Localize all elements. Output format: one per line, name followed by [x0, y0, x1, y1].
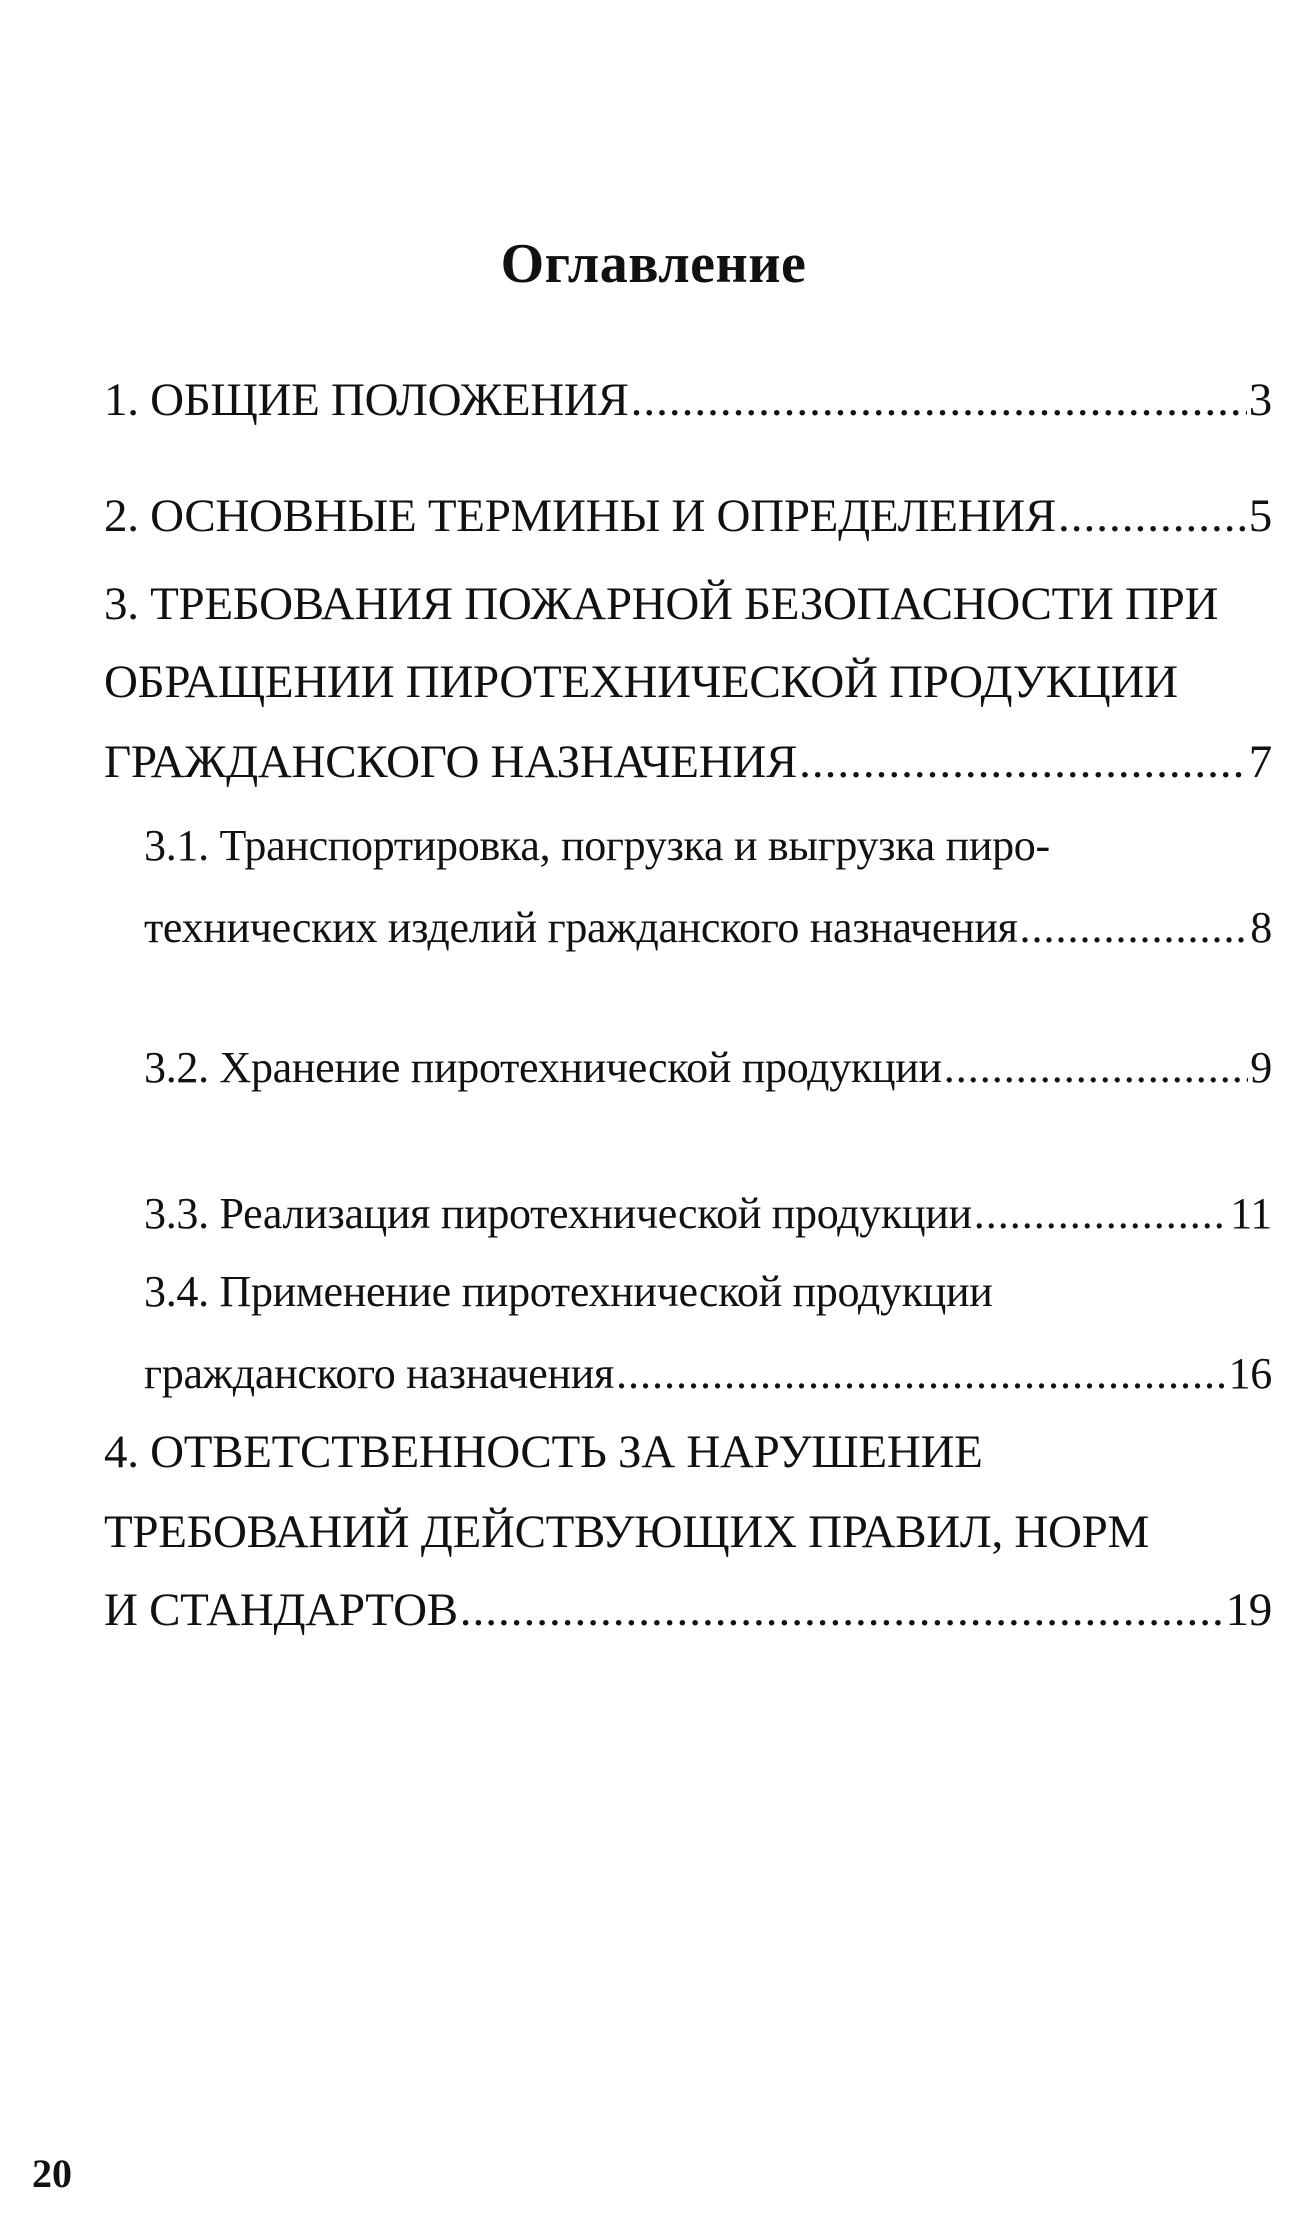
leader-dots — [1020, 900, 1249, 956]
toc-entry-text: 3.3. Реализация пиротехнической продукции — [144, 1189, 972, 1238]
toc-entry-text: ТРЕБОВАНИЙ ДЕЙСТВУЮЩИХ ПРАВИЛ, НОРМ — [104, 1506, 1150, 1558]
toc-page-number: 19 — [1225, 1584, 1272, 1636]
toc-entry-3-4-line-2 — [144, 1346, 1272, 1402]
leader-dots — [631, 372, 1247, 428]
toc-entry-text: 3.2. Хранение пиротехнической продукции — [144, 1043, 942, 1092]
toc-page-number: 9 — [1250, 1043, 1272, 1092]
toc-entry-3-line-1 — [104, 576, 1272, 632]
leader-dots — [460, 1582, 1224, 1638]
toc-entry-text: ГРАЖДАНСКОГО НАЗНАЧЕНИЯ — [104, 736, 798, 788]
leader-dots — [799, 734, 1247, 790]
toc-entry-text: технических изделий гражданского назначения — [144, 903, 1018, 952]
toc-entry-text: 3.1. Транспортировка, погрузка и выгрузка пиро- — [144, 821, 1050, 870]
toc-entry-3-4-line-1 — [144, 1264, 1272, 1320]
toc-entry-text: ОБРАЩЕНИИ ПИРОТЕХНИЧЕСКОЙ ПРОДУКЦИИ — [104, 656, 1178, 708]
leader-dots — [944, 1040, 1249, 1096]
leader-dots — [974, 1186, 1228, 1242]
toc-entry-text: 3. ТРЕБОВАНИЯ ПОЖАРНОЙ БЕЗОПАСНОСТИ ПРИ — [104, 578, 1219, 630]
toc-entry-text: 1. ОБЩИЕ ПОЛОЖЕНИЯ — [104, 374, 629, 426]
toc-entry-1 — [104, 372, 1272, 428]
toc-page-number: 8 — [1250, 903, 1272, 952]
toc-entry-2 — [104, 488, 1272, 544]
toc-entry-3-line-3 — [104, 734, 1272, 790]
toc-entry-text: гражданского назначения — [144, 1349, 614, 1398]
toc-entry-3-1-line-2 — [144, 900, 1272, 956]
toc-page-number: 5 — [1248, 490, 1272, 542]
toc-entry-3-1-line-1 — [144, 818, 1272, 874]
toc-page-number: 3 — [1248, 374, 1272, 426]
toc-entry-text: И СТАНДАРТОВ — [104, 1584, 458, 1636]
toc-entry-4-line-1 — [104, 1424, 1272, 1480]
toc-entry-3-2 — [144, 1040, 1272, 1096]
toc-entry-3-3 — [144, 1186, 1272, 1242]
toc-entry-text: 4. ОТВЕТСТВЕННОСТЬ ЗА НАРУШЕНИЕ — [104, 1426, 983, 1478]
toc-entry-3-line-2 — [104, 654, 1272, 710]
leader-dots — [616, 1346, 1227, 1402]
toc-entry-4-line-2 — [104, 1504, 1272, 1560]
toc-entry-text: 3.4. Применение пиротехнической продукции — [144, 1267, 993, 1316]
toc-page-number: 11 — [1230, 1189, 1272, 1238]
toc-page-number: 7 — [1248, 736, 1272, 788]
toc-title: Оглавление — [500, 233, 807, 295]
toc-entry-text: 2. ОСНОВНЫЕ ТЕРМИНЫ И ОПРЕДЕЛЕНИЯ — [104, 490, 1056, 542]
toc-page-number: 16 — [1228, 1349, 1272, 1398]
toc-entry-4-line-3 — [104, 1582, 1272, 1638]
page-number: 20 — [32, 2151, 72, 2196]
leader-dots — [1058, 488, 1247, 544]
